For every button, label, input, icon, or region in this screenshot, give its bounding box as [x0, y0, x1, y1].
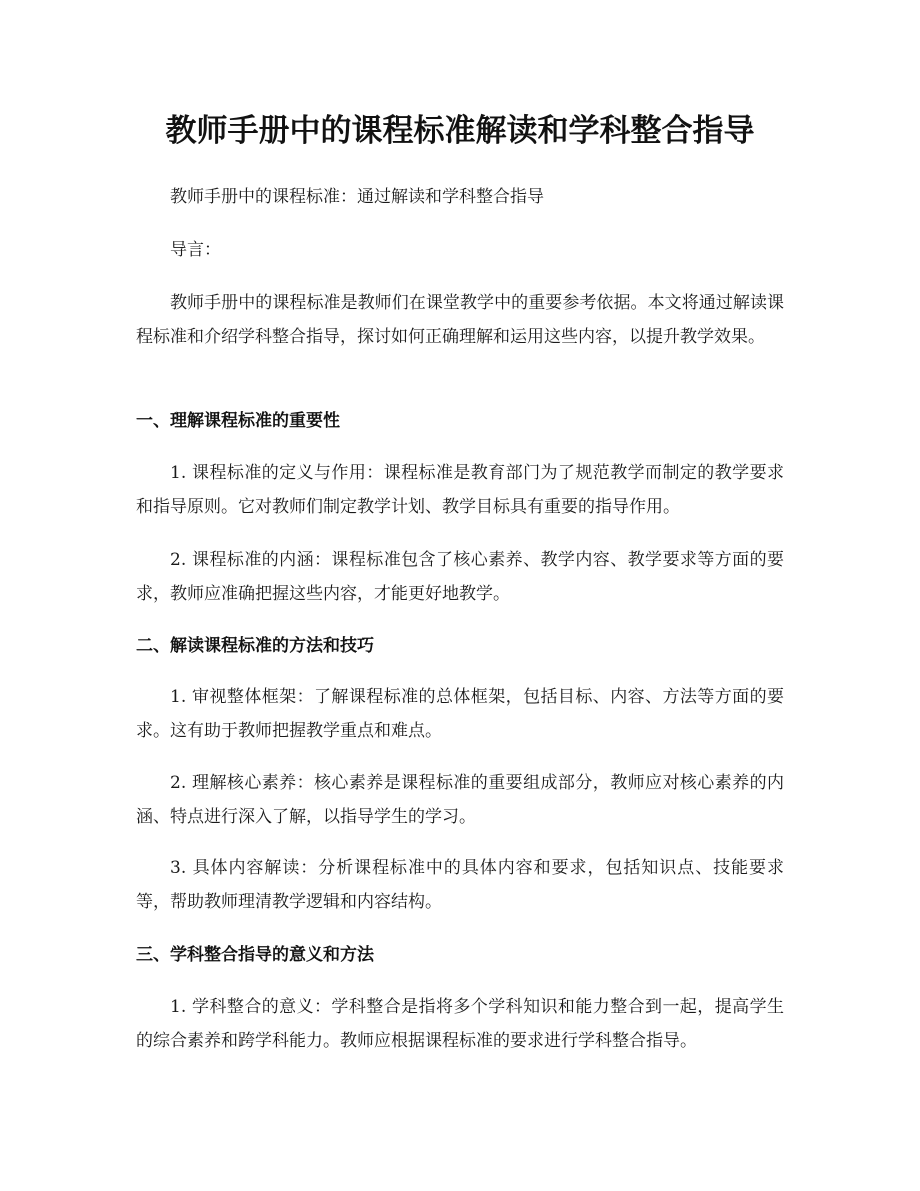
section-heading-2: 二、解读课程标准的方法和技巧	[136, 636, 374, 656]
section-heading-3: 三、学科整合指导的意义和方法	[136, 945, 374, 965]
section-1-item-1: 1. 课程标准的定义与作用：课程标准是教育部门为了规范教学而制定的教学要求和指导原则。它对教师们制定教学计划、教学目标具有重要的指导作用。	[136, 463, 784, 517]
document-title: 教师手册中的课程标准解读和学科整合指导	[165, 113, 755, 149]
section-1-item-2: 2. 课程标准的内涵：课程标准包含了核心素养、教学内容、教学要求等方面的要求，教师应准确把握这些内容，才能更好地教学。	[136, 550, 784, 604]
section-heading-1: 一、理解课程标准的重要性	[136, 411, 340, 431]
document-subtitle: 教师手册中的课程标准：通过解读和学科整合指导	[170, 187, 544, 207]
section-3-item-1: 1. 学科整合的意义：学科整合是指将多个学科知识和能力整合到一起，提高学生的综合素养和跨学科能力。教师应根据课程标准的要求进行学科整合指导。	[136, 997, 784, 1051]
section-2-item-3: 3. 具体内容解读：分析课程标准中的具体内容和要求，包括知识点、技能要求等，帮助教师理清教学逻辑和内容结构。	[136, 858, 784, 912]
intro-label: 导言：	[170, 240, 221, 260]
intro-paragraph: 教师手册中的课程标准是教师们在课堂教学中的重要参考依据。本文将通过解读课程标准和介绍学科整合指导，探讨如何正确理解和运用这些内容，以提升教学效果。	[136, 293, 784, 347]
section-2-item-2: 2. 理解核心素养：核心素养是课程标准的重要组成部分，教师应对核心素养的内涵、特点进行深入了解，以指导学生的学习。	[136, 773, 784, 827]
section-2-item-1: 1. 审视整体框架：了解课程标准的总体框架，包括目标、内容、方法等方面的要求。这有助于教师把握教学重点和难点。	[136, 687, 784, 741]
